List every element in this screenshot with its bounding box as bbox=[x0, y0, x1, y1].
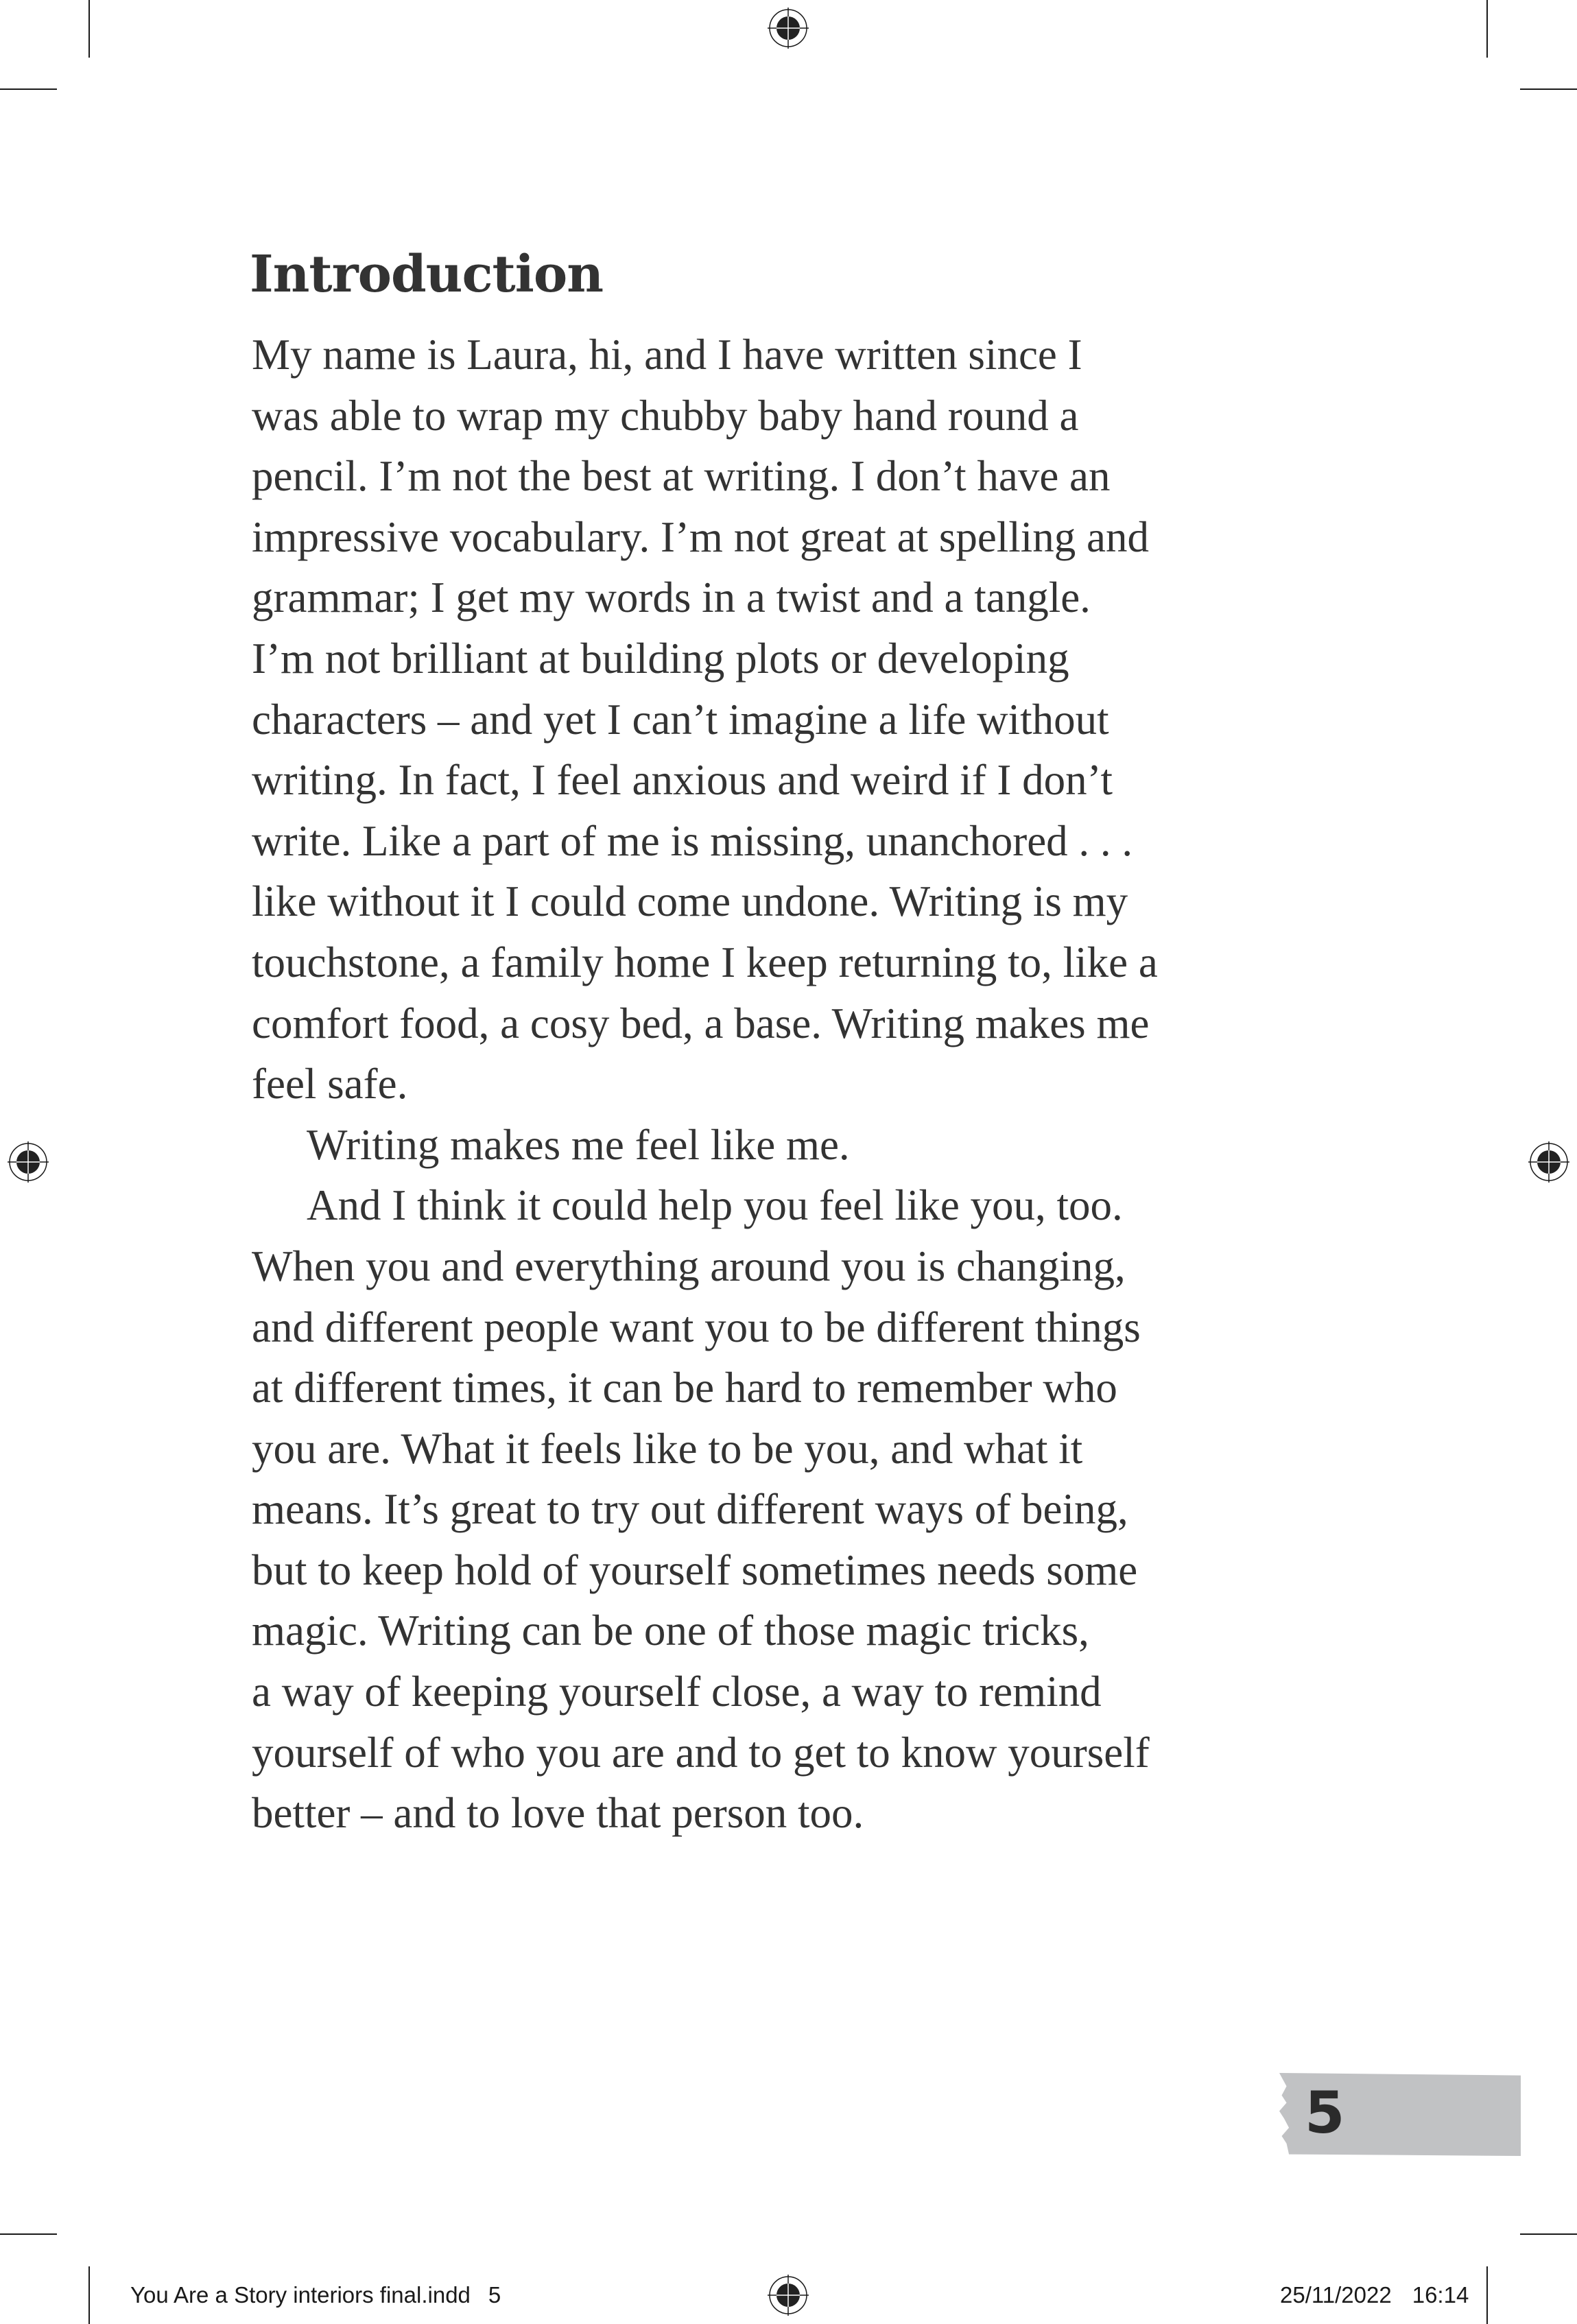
slug-datetime bbox=[1280, 2281, 1469, 2309]
slug-file-info bbox=[130, 2281, 501, 2309]
text-line: you are. What it feels like to be you, and what it bbox=[252, 1424, 1083, 1473]
crop-mark-top-right-vertical bbox=[1486, 0, 1488, 58]
text-line: but to keep hold of yourself sometimes needs some bbox=[252, 1545, 1138, 1594]
text-line: characters – and yet I can’t imagine a life without bbox=[252, 695, 1109, 744]
crop-mark-top-left-horizontal bbox=[0, 88, 57, 90]
text-line: When you and everything around you is changing, bbox=[252, 1242, 1126, 1290]
slug-filename: You Are a Story interiors final.indd bbox=[130, 2282, 471, 2308]
text-line: like without it I could come undone. Writing is my bbox=[252, 877, 1128, 926]
crop-mark-bottom-left-horizontal bbox=[0, 2233, 57, 2235]
text-line: writing. In fact, I feel anxious and weird if I don’t bbox=[252, 756, 1113, 805]
text-line: pencil. I’m not the best at writing. I don’t have an bbox=[252, 452, 1111, 501]
text-line: My name is Laura, hi, and I have written since I bbox=[252, 331, 1082, 379]
text-line: means. It’s great to try out different ways of being, bbox=[252, 1485, 1128, 1534]
crop-mark-top-left-vertical bbox=[88, 0, 90, 58]
text-line: magic. Writing can be one of those magic tricks, bbox=[252, 1606, 1089, 1655]
chapter-heading: Introduction bbox=[250, 245, 603, 304]
registration-mark-top-icon bbox=[768, 8, 809, 49]
text-line: grammar; I get my words in a twist and a tangle. bbox=[252, 573, 1091, 622]
text-line: impressive vocabulary. I’m not great at spelling and bbox=[252, 512, 1150, 561]
text-line: feel safe. bbox=[252, 1060, 408, 1108]
text-line: at different times, it can be hard to remember who bbox=[252, 1364, 1117, 1412]
crop-mark-bottom-right-vertical bbox=[1486, 2266, 1488, 2324]
text-line: comfort food, a cosy bed, a base. Writing makes me bbox=[252, 999, 1150, 1047]
text-line: Writing makes me feel like me. bbox=[307, 1120, 850, 1169]
slug-time: 16:14 bbox=[1412, 2282, 1469, 2308]
crop-mark-bottom-left-vertical bbox=[88, 2266, 90, 2324]
text-line: yourself of who you are and to get to know yourself bbox=[252, 1728, 1150, 1777]
text-line: write. Like a part of me is missing, unanchored . . . bbox=[252, 816, 1133, 865]
text-line: better – and to love that person too. bbox=[252, 1789, 864, 1838]
text-line: was able to wrap my chubby baby hand round a bbox=[252, 391, 1079, 440]
crop-mark-top-right-horizontal bbox=[1520, 88, 1577, 90]
body-text bbox=[252, 324, 1349, 1844]
crop-mark-bottom-right-horizontal bbox=[1520, 2233, 1577, 2235]
page-number: 5 bbox=[1305, 2079, 1345, 2146]
slug-date: 25/11/2022 bbox=[1280, 2282, 1392, 2308]
slug-page: 5 bbox=[488, 2282, 501, 2308]
text-line: touchstone, a family home I keep returning to, like a bbox=[252, 938, 1158, 986]
registration-mark-right-icon bbox=[1528, 1141, 1569, 1183]
text-line: a way of keeping yourself close, a way to remind bbox=[252, 1668, 1102, 1716]
text-line: I’m not brilliant at building plots or developing bbox=[252, 634, 1069, 683]
registration-mark-bottom-icon bbox=[768, 2275, 809, 2316]
text-line: And I think it could help you feel like you, too. bbox=[307, 1181, 1123, 1230]
text-line: and different people want you to be different things bbox=[252, 1303, 1141, 1351]
registration-mark-left-icon bbox=[8, 1141, 49, 1183]
